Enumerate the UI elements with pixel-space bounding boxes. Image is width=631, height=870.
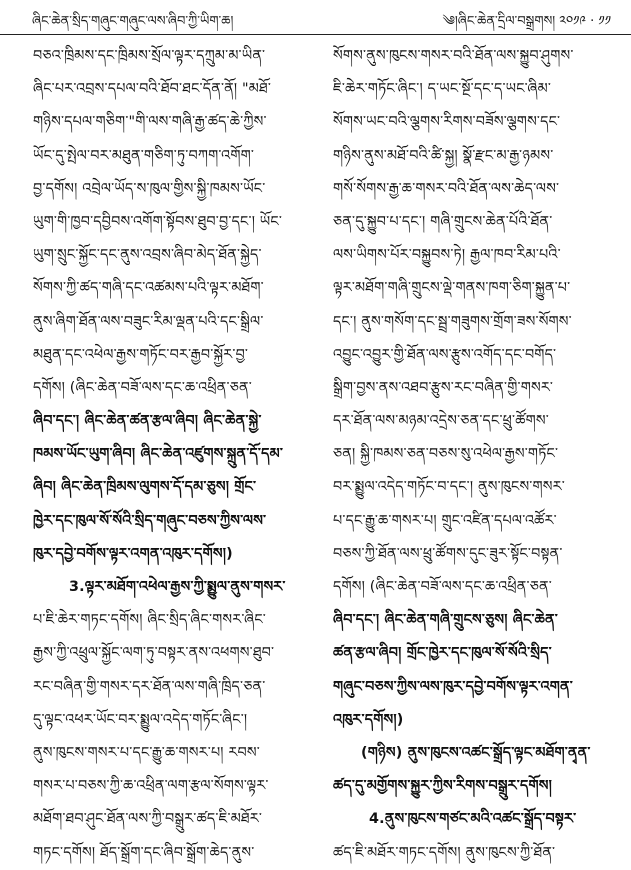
text-line: བར་སྨྱུལ་འདེད་གཏོང་བ་དང་། ནུས་ཁུངས་གསར་ <box>333 479 565 496</box>
text-line: གསོ་སོགས་རྒྱ་ཆ་གསར་བའི་ཐོན་ལས་ཆེད་ལས་ <box>333 180 560 197</box>
text-line: དང་། ནུས་གསོག་དང་སྦྲ་གཟུགས་གྲོག་ཟས་སོགས་ <box>333 313 572 330</box>
text-line: བྱ་དགོས། འབྲེལ་ཡོད་ས་ཁུལ་གྱིས་སྐྱི་ཁམས་ཡོང་ <box>33 180 266 197</box>
text-line: 4.ནུས་ཁུངས་གཙང་མའི་འཚང་སྒྲོད་བསྟར་ <box>369 811 577 828</box>
document-title: ཞིང་ཆེན་སྲིད་གཞུང་གཞུང་ལས་ཞིབ་ཀྱི་ཡིག་ཆ། <box>32 14 234 29</box>
text-line: ཞིབ། ཞིང་ཆེན་ཁྲིམས་ལུགས་དོ་དམ་ཅུས། གྲོང་ <box>33 479 257 496</box>
text-line: ལས་ཡིགས་པོར་བསྐྱུབས་ཏེ། རྒྱལ་ཁབ་རིམ་པའི་ <box>333 247 561 264</box>
text-line: རྒྱས་ཀྱི་འཕྲུལ་སྐྱོང་ལག་ཏུ་བསྟར་ནས་འཕགས་ཐུབ་ <box>33 645 275 662</box>
text-line: དར་ཐོན་ལས་མཉམ་འདྲེས་ཅན་དང་ཕྲུ་ཚོགས་ <box>333 413 549 430</box>
text-line: པ་དང་རྒྱུ་ཆ་གསར་པ། གྲུང་འཛིན་དཔལ་འཚོར་ <box>333 512 557 529</box>
text-line: འབྱུང་འབྱུར་གྱི་ཐོན་ལས་རྩུས་འགོད་དང་བགོད་ <box>333 346 557 363</box>
page-header <box>0 0 631 35</box>
text-line: ཡོང་དུ་སྤེལ་བར་མཐུན་གཅིག་ཏུ་བཀག་འགོག་ <box>33 147 255 164</box>
text-line: བཅའ་ཁྲིམས་དང་ཁྲིམས་སྲོལ་ལྟར་དཀྲུམ་མ་ཡིན་ <box>33 48 266 64</box>
text-line: པ་ཇི་ཆེར་གཏང་དགོས། ཞིང་སྲིད་ཞིང་གསར་ཞིང་ <box>33 612 267 629</box>
text-line: 3.ལྟར་མཐོག་འཕེལ་རྒྱས་ཀྱི་སྨྱུལ་ནུས་གསར་ <box>69 579 286 595</box>
right-column <box>333 40 611 861</box>
text-line: གཏང་དགོས། ཐོད་སྒྲོག་དང་ཞིབ་སྒྲོག་ཆེད་ནུས་ <box>33 844 255 861</box>
text-line: ཚད་ཇི་མཐོར་གཏང་དགོས། ནུས་ཁུངས་ཀྱི་ཐོན་ <box>333 844 556 861</box>
text-line: ནུས་ཞིག་ཐོན་ལས་བཟུང་རིམ་ལྡན་པའི་དང་སྒྲིལ་ <box>33 313 264 330</box>
text-line: མཐུན་དང་འཕེལ་རྒྱས་གཏོང་བར་རྒྱབ་སྐྱོར་བྱ་ <box>33 346 249 363</box>
text-line: ཇི་ཆེར་གཏོང་ཞིང་། ད་ཡང་སྔོ་དང་ད་ཡང་ཞིམ་ <box>333 81 552 98</box>
text-line: སོགས་ཡང་བའི་ལྕགས་རིགས་བཟོས་ལྕགས་དང་ <box>333 114 561 131</box>
text-line: རང་བཞིན་གྱི་གསར་དར་ཐོན་ལས་གཞི་ཁྲིད་ཅན་ <box>33 678 266 695</box>
text-line: ཞིང་པར་འབྲས་དཔལ་བའི་ཐོབ་ཐང་དོན་ནོ། "མཐོ་ <box>33 81 272 98</box>
text-line: སོགས་ཀྱི་ཚད་གཞི་དང་འཚམས་པའི་ལྟར་མཐོག་ <box>33 280 264 297</box>
text-line: ཡུག་གི་ཁྱབ་དབྱིབས་འགོག་སྟོབས་ཐུབ་བྱ་དང་། ཡོང་ <box>33 213 283 230</box>
text-line: ཚད་དུ་མགྱོགས་སྐྱུར་ཀྱིས་རིགས་བསྒྲུར་དགོས། <box>333 778 552 795</box>
text-line: གཉིས་ནུས་མཐོ་བའི་ཚི་སྐྱ། སྣོ་རྫང་མ་རྒྱ་ཉམས་ <box>333 147 554 164</box>
text-line: ཞིབ་དང་། ཞིང་ཆེན་གཞི་གྲུངས་ཅུས། ཞིང་ཆེན་ <box>333 612 558 629</box>
text-line: སྒྲིག་བྱས་ནས་འཐབ་རྩུས་རང་བཞིན་གྱི་གསར་ <box>333 379 554 396</box>
text-line: ལྟར་མཐོག་གཞི་གྲུངས་ལྡེ་གནས་ཁག་ཅིག་སྐྱུན་པ་ <box>333 280 571 297</box>
text-line: ཁམས་ཡོང་ཡུག་ཞིབ། ཞིང་ཆེན་འཛུགས་སྐྲུན་དོ་དམ་ <box>33 446 284 463</box>
text-line: ཅན། སྐྱི་ཁམས་ཅན་བཅས་སུ་འཕེལ་རྒྱས་གཏོང་ <box>333 446 559 463</box>
text-line: བཅས་ཀྱི་ཐོན་ལས་ཕྲུ་ཚོགས་དུང་ཟུར་སྟོང་བསྟན་ <box>333 545 563 562</box>
text-line: ཚན་རྩལ་ཞིབ། གྲོང་ཁྱེར་དང་ཁུལ་སོ་སོའི་སྲིད་ <box>333 645 552 662</box>
left-column <box>33 40 311 861</box>
text-line: མཐོག་ཐབ་ཤུང་ཐོན་ལས་ཀྱི་བསྒྲུར་ཚད་ཇི་མཐོར་ <box>33 811 263 828</box>
issue-info: ༄།ཞིང་ཆེན་དྲིལ་བསྒྲགས། ༢༠༡༩ · ༡༡ <box>442 14 611 29</box>
text-line: ཁྱེར་དང་ཁུལ་སོ་སོའི་སྲིད་གཞུང་བཅས་ཀྱིས་ལས་ <box>33 512 267 529</box>
text-line: (གཉིས) ནུས་ཁུངས་འཚང་སྒྲོད་ལྟང་མཐོག་ནྭན་ <box>361 744 591 761</box>
text-line: ཅན་དུ་སྐྱུབ་པ་དང་། གཞི་གྲུངས་ཆེན་པོའི་ཐོན་ <box>333 213 553 230</box>
text-line: འཁུར་དགོས།) <box>333 711 404 728</box>
text-line: དགོས། (ཞིང་ཆེན་བཟོ་ལས་དང་ཆ་འཕྲིན་ཅན་ <box>33 379 252 396</box>
text-line: གསར་པ་བཅས་ཀྱི་ཆ་འཕྲིན་ལག་རྩལ་སོགས་ལྟར་ <box>33 778 269 795</box>
text-line: ཁུར་དབྱེ་བགོས་ལྟར་འགན་འཁུར་དགོས།) <box>33 545 233 562</box>
text-line: གཞུང་བཅས་ཀྱིས་ལས་ཁུར་དབྱེ་བགོས་ལྟར་འགན་ <box>333 678 573 695</box>
text-line: ཞིབ་དང་། ཞིང་ཆེན་ཚན་རྩལ་ཞིབ། ཞིང་ཆེན་སྐྱེ་ <box>33 413 262 430</box>
text-line: སོགས་ནུས་ཁུངས་གསར་བའི་ཐོན་ལས་སྐྱུབ་ཤུགས་ <box>333 48 574 64</box>
text-line: གཉིས་དཔལ་གཅིག་"གི་ལས་གཞི་རྒྱ་ཚད་ཆེ་ཀྱིས་ <box>33 114 267 131</box>
text-line: ནུས་ཁུངས་གསར་པ་དང་རྒྱུ་ཆ་གསར་པ། རབས་ <box>33 744 260 761</box>
text-line: དུ་ལྟང་འཕར་ཡོང་བར་སྨྱུལ་འདེད་གཏོང་ཞིང་། <box>33 711 248 728</box>
text-line: ཡུག་སྲུང་སྐྱོང་དང་ནུས་འབྲས་ཞིབ་མེད་ཐོན་སྐྱེད་ <box>33 247 262 264</box>
text-line: དགོས། (ཞིང་ཆེན་བཟོ་ལས་དང་ཆ་འཕྲིན་ཅན་ <box>333 579 552 595</box>
